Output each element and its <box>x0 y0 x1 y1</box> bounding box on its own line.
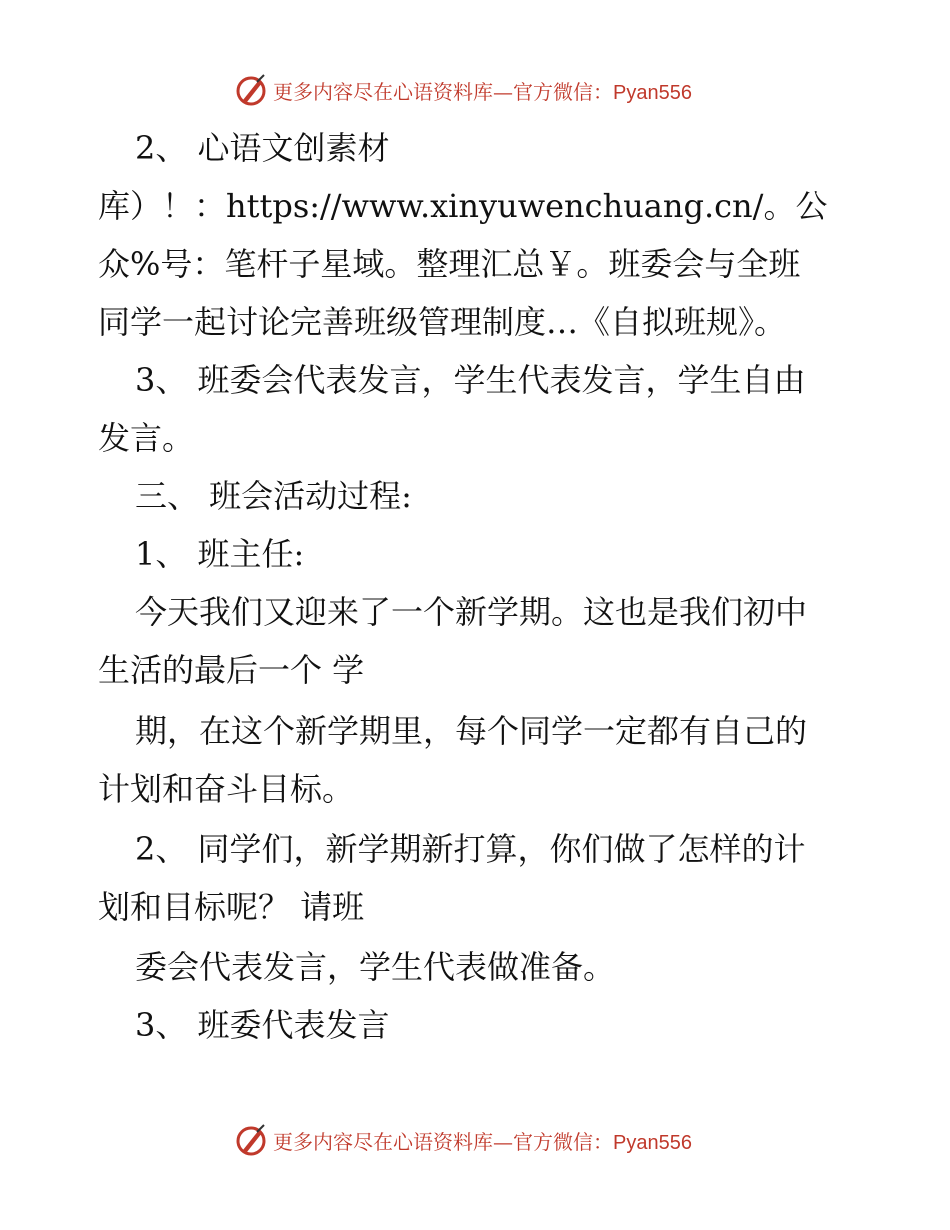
text-line: 生活的最后一个 学 <box>98 651 365 689</box>
text-line: 三、 班会活动过程: <box>135 477 412 515</box>
text-line: 3、 班委会代表发言，学生代表发言，学生自由 <box>135 361 806 399</box>
text-line: 划和目标呢？ 请班 <box>98 888 365 926</box>
text-line: 期，在这个新学期里，每个同学一定都有自己的 <box>135 712 808 750</box>
text-line: 今天我们又迎来了一个新学期。这也是我们初中 <box>135 593 808 631</box>
text-line: 同学一起讨论完善班级管理制度…《自拟班规》。 <box>98 303 787 341</box>
text-line: 计划和奋斗目标。 <box>98 770 355 808</box>
footer-banner <box>0 1120 950 1160</box>
text-line: 2、 心语文创素材 <box>135 129 390 167</box>
feather-pen-logo-icon <box>233 1122 269 1158</box>
text-line: 2、 同学们，新学期新打算，你们做了怎样的计 <box>135 830 806 868</box>
header-banner-id: Pyan556 <box>613 81 692 104</box>
header-banner-wx: 官方微信： <box>513 79 613 104</box>
text-line: 3、 班委代表发言 <box>135 1006 390 1044</box>
header-banner-dash: — <box>493 79 513 104</box>
header-banner-cn: 更多内容尽在心语资料库 <box>273 79 493 104</box>
footer-banner-cn: 更多内容尽在心语资料库 <box>273 1129 493 1154</box>
footer-banner-wx: 官方微信： <box>513 1129 613 1154</box>
text-line: 发言。 <box>98 419 195 457</box>
footer-banner-id: Pyan556 <box>613 1131 692 1154</box>
text-line: 委会代表发言，学生代表做准备。 <box>135 948 616 986</box>
text-line: 众%号：笔杆子星域。整理汇总￥。班委会与全班 <box>98 245 801 283</box>
text-line: 库）！：https://www.xinyuwenchuang.cn/。公 <box>98 187 828 225</box>
text-line: 1、 班主任: <box>135 535 305 573</box>
footer-banner-text <box>273 1126 692 1155</box>
footer-banner-dash: — <box>493 1129 513 1154</box>
